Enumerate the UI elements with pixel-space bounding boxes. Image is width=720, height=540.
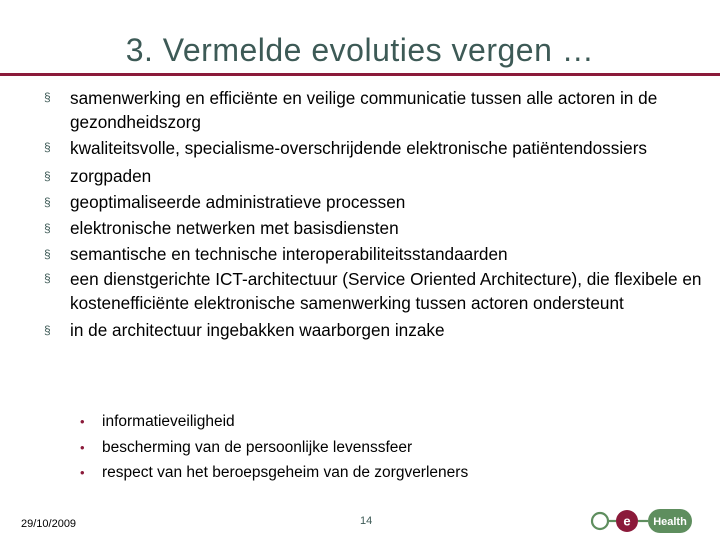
logo-text: Health xyxy=(653,516,687,528)
logo-ring xyxy=(592,513,608,529)
bullet-item xyxy=(44,317,704,343)
bullet-marker: § xyxy=(44,323,51,338)
sub-bullet-item xyxy=(80,460,468,486)
bullet-marker: § xyxy=(44,194,51,209)
slide-title: 3. Vermelde evoluties vergen … xyxy=(125,32,595,68)
sub-bullet-text: bescherming van de persoonlijke levenssfeer xyxy=(102,438,413,456)
bullet-text: semantische en technische interoperabiliteitsstandaarden xyxy=(70,244,508,265)
bullet-text: in de architectuur ingebakken waarborgen inzake xyxy=(70,320,445,341)
sub-bullet-text: informatieveiligheid xyxy=(102,413,235,430)
bullet-text: geoptimaliseerde administratieve processen xyxy=(70,191,406,212)
bullet-item xyxy=(44,136,704,163)
bullet-marker: § xyxy=(44,168,51,183)
bullet-text: samenwerking en efficiënte en veilige communicatie tussen alle actoren in de gezondheidszorg xyxy=(70,88,658,132)
ehealth-logo xyxy=(588,506,714,536)
bullet-item xyxy=(44,86,704,136)
bullet-item xyxy=(44,189,704,215)
page-number: 14 xyxy=(360,515,373,527)
title-underline xyxy=(0,73,720,76)
bullet-item xyxy=(44,215,704,241)
sub-bullet-marker: • xyxy=(80,414,85,429)
sub-bullet-text: respect van het beroepsgeheim van de zorgverleners xyxy=(102,464,469,481)
bullet-text: zorgpaden xyxy=(70,165,152,186)
sub-bullet-item xyxy=(80,409,468,435)
bullet-text: kwaliteitsvolle, specialisme-overschrijdende elektronische patiëntendossiers xyxy=(70,138,648,158)
bullet-item xyxy=(44,163,704,189)
bullet-text: een dienstgerichte ICT-architectuur (Service Oriented Architecture), die flexibele en kostenefficiënte elektronische samenwerking tussen actoren ondersteunt xyxy=(70,269,702,313)
sub-bullet-list xyxy=(80,409,468,486)
bullet-marker: § xyxy=(44,247,51,262)
bullet-marker: § xyxy=(44,90,51,104)
bullet-text: elektronische netwerken met basisdiensten xyxy=(70,217,399,238)
bullet-list xyxy=(44,86,704,344)
sub-bullet-item xyxy=(80,435,468,461)
bullet-marker: § xyxy=(44,140,51,154)
bullet-marker: § xyxy=(44,271,51,286)
sub-bullet-marker: • xyxy=(80,439,85,455)
sub-bullet-marker: • xyxy=(80,465,85,480)
footer-date: 29/10/2009 xyxy=(21,518,77,530)
bullet-marker: § xyxy=(44,220,51,235)
bullet-item xyxy=(44,241,704,267)
bullet-item xyxy=(44,267,704,317)
logo-e: e xyxy=(623,513,631,529)
